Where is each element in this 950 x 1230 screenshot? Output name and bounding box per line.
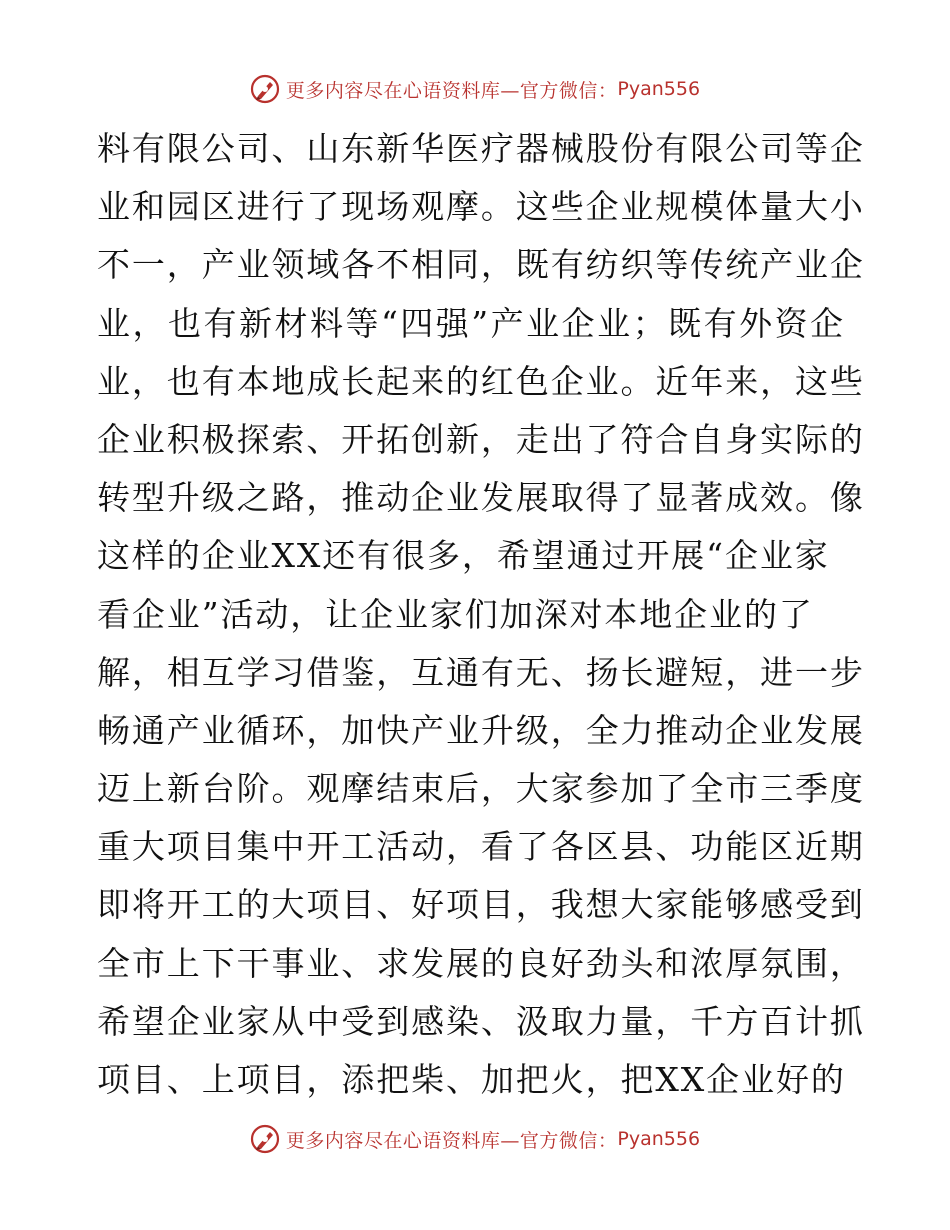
paragraph-line: 全市上下干事业、求发展的良好劲头和浓厚氛围， <box>97 943 865 983</box>
paragraph-line: 料有限公司、山东新华医疗器械股份有限公司等企 <box>97 129 865 168</box>
pen-logo-icon <box>250 74 280 104</box>
paragraph-line: 这样的企业XX还有很多，希望通过开展“企业家 <box>97 536 830 576</box>
paragraph-line: 迈上新台阶。观摩结束后，大家参加了全市三季度 <box>97 769 865 809</box>
paragraph-line: 业，也有新材料等“四强”产业企业；既有外资企 <box>97 303 845 343</box>
footer-watermark-text: 更多内容尽在心语资料库—官方微信： <box>285 1129 618 1152</box>
header-watermark-banner <box>0 72 950 106</box>
paragraph-line: 解，相互学习借鉴，互通有无、扬长避短，进一步 <box>97 652 865 692</box>
paragraph-line: 项目、上项目，添把柴、加把火，把XX企业好的 <box>97 1060 846 1099</box>
paragraph-line: 不一，产业领域各不相同，既有纺织等传统产业企 <box>97 245 865 285</box>
paragraph-line: 即将开工的大项目、好项目，我想大家能够感受到 <box>97 885 865 925</box>
paragraph-line: 业和园区进行了现场观摩。这些企业规模体量大小 <box>97 187 865 227</box>
header-wechat-id: Pyan556 <box>617 78 701 100</box>
paragraph-line: 重大项目集中开工活动，看了各区县、功能区近期 <box>97 827 865 867</box>
pen-logo-icon <box>250 1124 280 1154</box>
paragraph-line: 转型升级之路，推动企业发展取得了显著成效。像 <box>97 478 865 518</box>
footer-wechat-id: Pyan556 <box>617 1128 701 1150</box>
document-body <box>97 120 865 1109</box>
paragraph-line: 看企业”活动，让企业家们加深对本地企业的了 <box>97 594 814 634</box>
footer-watermark-banner <box>0 1122 950 1156</box>
paragraph-line: 业，也有本地成长起来的红色企业。近年来，这些 <box>97 361 865 401</box>
paragraph-line: 畅通产业循环，加快产业升级，全力推动企业发展 <box>97 710 865 750</box>
header-watermark-text: 更多内容尽在心语资料库—官方微信： <box>285 79 618 102</box>
paragraph-line: 希望企业家从中受到感染、汲取力量，千方百计抓 <box>97 1001 865 1041</box>
paragraph-line: 企业积极探索、开拓创新，走出了符合自身实际的 <box>97 419 865 459</box>
